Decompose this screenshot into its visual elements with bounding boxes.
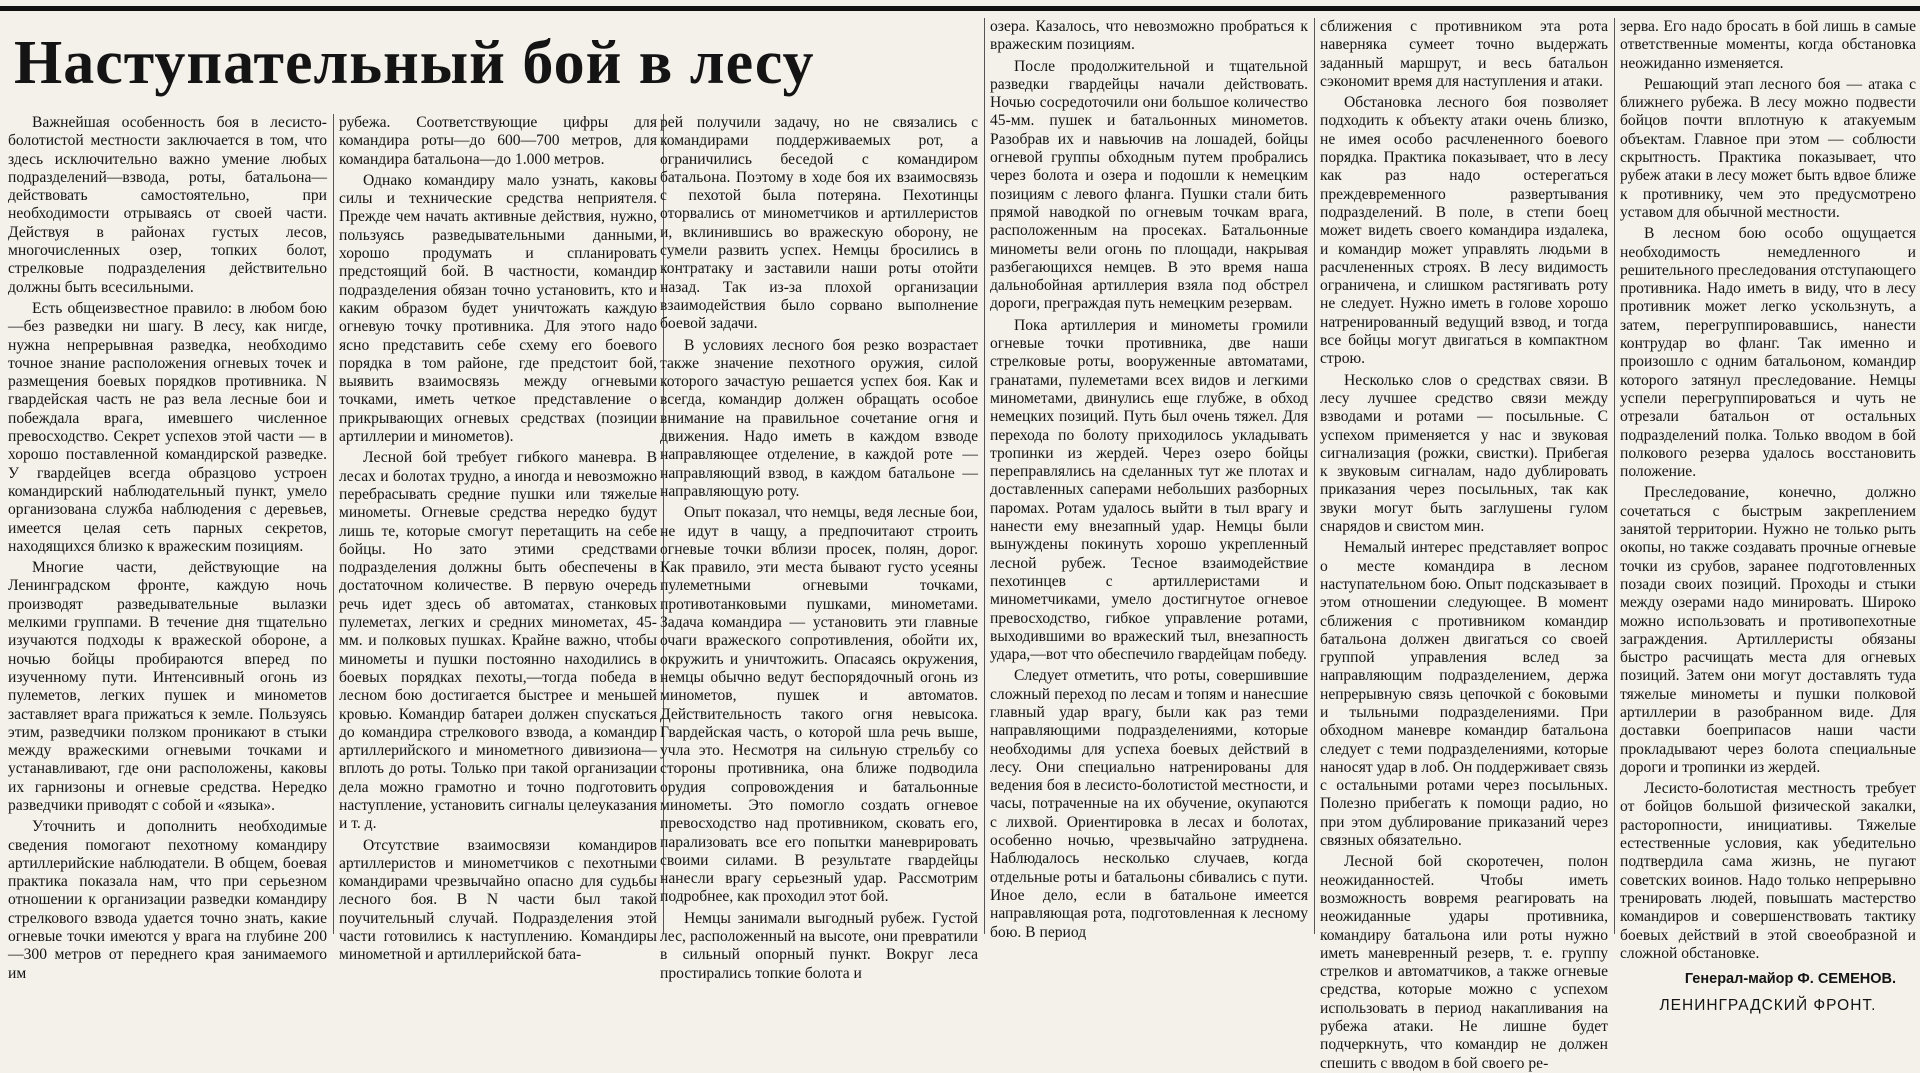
paragraph: зерва. Его надо бросать в бой лишь в самые ответственные моменты, когда обстановка неожиданно изменяется.	[1620, 18, 1916, 72]
paragraph: Однако командиру мало узнать, каковы силы и технические средства неприятеля. Прежде чем начать активные действия, нужно, пользуясь разведывательными данными, хорошо продумать и спланировать предстоящий бой. В частности, командир подразделения обязан точно установить, кто и каким образом будет уничтожать каждую огневую точку противника. Для этого надо ясно представить себе схему его боевого порядка в том районе, где предстоит бой, выявить взаимосвязь между огневыми точками, иметь четкое представление о прикрывающих огневых средствах (позиции артиллерии и минометов).	[339, 171, 657, 446]
paragraph: В лесном бою особо ощущается необходимость немедленного и решительного преследования отступающего противника. Надо иметь в виду, что в лесу противник может легко ускользнуть, а затем, перегруппировавшись, нанести контрудар во фланг. Так именно и произошло с одним батальоном, командир которого затянул преследование. Немцы успели перегруппироваться и чуть не отрезали батальон от остальных подразделений полка. Только вводом в бой полкового резерва удалось восстановить положение.	[1620, 225, 1916, 481]
column-divider	[1614, 18, 1615, 934]
article-column-4	[990, 18, 1308, 941]
paragraph: Лесной бой скоротечен, полон неожиданностей. Чтобы иметь возможность вовремя реагировать на неожиданные удары противника, командиру батальона или роты нужно иметь маневренный резерв, т. е. группу стрелков и автоматчиков, а также огневые средства, которые можно с успехом использовать в период накапливания на рубежа атаки. Не лишне будет подчеркнуть, что командир не должен спешить с вводом в бой своего ре-	[1320, 853, 1608, 1072]
paragraph: Преследование, конечно, должно сочетаться с быстрым закреплением занятой территории. Нужно не только рыть окопы, но также создавать прочные огневые точки из срубов, заранее подготовленных позади своих позиций. Проходы и стыки между озерами надо минировать. Широко можно использовать и противопехотные заграждения. Артиллеристы обязаны быстро расчищать места для огневых позиций. Затем они могут доставлять туда тяжелые минометы и пушки полковой артиллерии в разобранном виде. Для доставки боеприпасов наши части прокладывают через болота специальные дороги и тропинки из жердей.	[1620, 484, 1916, 776]
article-column-2	[339, 114, 657, 964]
paragraph: Решающий этап лесного боя — атака с ближнего рубежа. В лесу можно подвести бойцов почти вплотную к атакуемым объектам. Главное при этом — соблюсти скрытность. Практика показывает, что рубеж атаки в лесу может быть вдвое ближе к противнику, чем это предусмотрено уставом для обычной местности.	[1620, 75, 1916, 221]
paragraph: рей получили задачу, но не связались с командирами поддерживаемых рот, а ограничились беседой с командиром батальона. Поэтому в ходе боя их взаимосвязь с пехотой была потеряна. Пехотинцы оторвались от минометчиков и артиллеристов и, вклинившись во вражескую оборону, не сумели развить успех. Немцы бросились в контратаку и заставили наши роты отойти назад. Так из-за плохой организации взаимодействия было сорвано выполнение боевой задачи.	[660, 114, 978, 333]
paragraph: Лесисто-болотистая местность требует от бойцов большой физической закалки, расторопности, инициативы. Тяжелые естественные условия, как убедительно подтвердила сама жизнь, не пугают советских воинов. Надо только непрерывно тренировать людей, повышать мастерство командиров и совершенствовать тактику боевых действий в этой своеобразной и сложной обстановке.	[1620, 780, 1916, 962]
paragraph: Лесной бой требует гибкого маневра. В лесах и болотах трудно, а иногда и невозможно перебрасывать средние пушки или тяжелые минометы. Огневые средства нередко будут лишь те, которые смогут перетащить на себе бойцы. Но зато этими средствами подразделения должны быть обеспечены в достаточном количестве. В первую очередь речь идет здесь об автоматах, станковых пулеметах, легких и средних минометах, 45-мм. и полковых пушках. Крайне важно, чтобы минометы и пушки постоянно находились в боевых порядках пехоты,—тогда победа в лесном бою достигается быстрее и меньшей кровью. Командир батареи должен спускаться до командира стрелкового взвода, а командир артиллерийского и минометного дивизиона—вплоть до роты. Только при такой организации дела можно грамотно и точно подготовить наступление, установить сигналы целеуказания и т. д.	[339, 449, 657, 833]
paragraph: Многие части, действующие на Ленинградском фронте, каждую ночь производят разведывательные вылазки мелкими группами. В течение дня тщательно изучаются подходы к вражеской обороне, а ночью бойцы пробираются вперед по изученному пути. Интенсивный огонь из пулеметов, легких пушек и минометов заставляет врага прижаться к земле. Пользуясь этим, разведчики ползком проникают в стыки между вражескими огневыми точками и устанавливают, где они расположены, каковы их гарнизоны и огневые средства. Нередко разведчики приводят с собой и «языка».	[8, 559, 327, 814]
paragraph: Пока артиллерия и минометы громили огневые точки противника, две наши стрелковые роты, вооруженные автоматами, гранатами, пулеметами всех видов и легкими минометами, двинулись еще глубже, в обход немецких позиций. Путь был очень тяжел. Для перехода по болоту приходилось укладывать тропинки из жердей. Через озеро бойцы переправлялись на сделанных тут же плотах и доставленных саперами небольших разборных паромах. Ротам удалось выйти в тыл врагу и нанести ему внезапный удар. Немцы были вынуждены покинуть хорошо укрепленный лесной рубеж. Тесное взаимодействие пехотинцев с артиллеристами и минометчиками, умело достигнутое огневое превосходство, гибкое управление ротами, выходившими во вражеский тыл, внезапность удара,—вот что обеспечило гвардейцам победу.	[990, 316, 1308, 664]
paragraph: Отсутствие взаимосвязи командиров артиллеристов и минометчиков с пехотными командирами чрезвычайно опасно для судьбы лесного боя. В N части был такой поучительный случай. Подразделения этой части готовились к наступлению. Командиры минометной и артиллерийской бата-	[339, 836, 657, 964]
front-name: ЛЕНИНГРАДСКИЙ ФРОНТ.	[1659, 997, 1877, 1015]
paragraph: Обстановка лесного боя позволяет подходить к объекту атаки очень близко, не имея особо расчлененного боевого порядка. Практика показывает, что в лесу как раз надо остерегаться преждевременного развертывания подразделений. В поле, в степи боец может видеть своего командира издалека, и командир может управлять людьми в расчлененных строях. В лесу видимость ограничена, и слишком растягивать роту не следует. Нужно иметь в голове хорошо натренированный ведущий взвод, и тогда все бойцы могут двигаться в компактном строю.	[1320, 94, 1608, 368]
paragraph: Несколько слов о средствах связи. В лесу лучшее средство связи между взводами и ротами — посыльные. С успехом применяется у нас и звуковая сигнализация (рожки, свистки). Прибегая к звуковым сигналам, надо дублировать приказания через посыльных, так как звуки могут быть заглушены гулом снарядов и свистом мин.	[1320, 371, 1608, 536]
paragraph: Уточнить и дополнить необходимые сведения помогают пехотному командиру артиллерийские наблюдатели. В общем, боевая практика показала нам, что при серьезном отношении к организации разведки командиру стрелкового взвода удается точно знать, какие огневые точки имеются у врага на глубине 200—300 метров от переднего края занимаемого им	[8, 818, 327, 982]
article-column-6	[1620, 18, 1916, 1015]
article-column-1	[8, 114, 327, 982]
paragraph: рубежа. Соответствующие цифры для командира роты—до 600—700 метров, для командира батальона—до 1.000 метров.	[339, 114, 657, 168]
paragraph: Опыт показал, что немцы, ведя лесные бои, не идут в чащу, а предпочитают строить огневые точки вблизи просек, полян, дорог. Как правило, эти места бывают густо усеяны пулеметными огневыми точками, противотанковыми пушками, минометами. Задача командира — установить эти главные очаги вражеского сопротивления, обойти их, окружить и уничтожить. Опасаясь окружения, немцы обычно ведут беспорядочный огонь из минометов, пушек и автоматов. Действительность такого огня невысока. Гвардейская часть, о которой шла речь выше, учла это. Несмотря на сильную стрельбу со стороны противника, она ближе подводила орудия сопровождения и батальонные минометы. Это помогло создать огневое превосходство над противником, сковать его, парализовать все его попытки маневрировать своими силами. В результате гвардейцы нанесли врагу серьезный удар. Рассмотрим подробнее, как проходил этот бой.	[660, 504, 978, 906]
author-signature: Генерал-майор Ф. СЕМЕНОВ.	[1684, 971, 1896, 988]
paragraph: сближения с противником эта рота наверняка сумеет точно выдержать заданный маршрут, и весь батальон сэкономит время для наступления и атаки.	[1320, 18, 1608, 90]
paragraph: В условиях лесного боя резко возрастает также значение пехотного оружия, силой которого зачастую решается успех боя. Как и всегда, командир должен обращать особое внимание на правильное сочетание огня и движения. Надо иметь в каждом взводе направляющее отделение, в каждой роте — направляющий взвод, в каждом батальоне — направляющую роту.	[660, 336, 978, 500]
paragraph: озера. Казалось, что невозможно пробраться к вражеским позициям.	[990, 18, 1308, 54]
paragraph: Важнейшая особенность боя в лесисто-болотистой местности заключается в том, что здесь исключительно важно умение любых подразделений—взвода, роты, батальона—действовать самостоятельно, при необходимости отрываясь от своей части. Действуя в районах густых лесов, многочисленных озер, топких болот, стрелковые подразделения действительно должны быть всесильными.	[8, 114, 327, 296]
paragraph: Следует отметить, что роты, совершившие сложный переход по лесам и топям и нанесшие главный удар врагу, были как раз теми направляющими подразделениями, которые необходимы для успеха боевых действий в лесу. Они специально натренированы для ведения боя в лесисто-болотистой местности, и часы, потраченные на их обучение, окупаются с лихвой. Ориентировка в лесах и болотах, особенно ночью, чрезвычайно затруднена. Наблюдалось несколько случаев, когда отдельные роты и батальоны сбивались с пути. Иное дело, если в батальоне имеется направляющая рота, подготовленная к лесному бою. В период	[990, 667, 1308, 941]
paragraph: Есть общеизвестное правило: в любом бою—без разведки ни шагу. В лесу, как нигде, нужна непрерывная разведка, необходимо точное знание расположения огневых точек и размещения боевых порядков противника. N гвардейская часть не раз вела лесные бои и побеждала врага, имевшего численное превосходство. Секрет успехов этой части — в хорошо поставленной командирской разведке. У гвардейцев всегда образцово устроен командирский наблюдательный пункт, умело организована служба наблюдения с деревьев, имеется целая сеть парных секретов, находящихся близко к вражеским позициям.	[8, 299, 327, 555]
column-divider	[333, 114, 334, 934]
headline: Наступательный бой в лесу	[14, 29, 815, 97]
paragraph: Немалый интерес представляет вопрос о месте командира в лесном наступательном бою. Опыт подсказывает в этом отношении следующее. В момент сближения с противником командир батальона должен двигаться со своей группой управления вслед за направляющим подразделением, держа непрерывную связь цепочкой с боковыми и тыльными подразделениями. При обходном маневре командир батальона следует с теми подразделениями, которые наносят удар в лоб. Он поддерживает связь с остальными ротами через посыльных. Полезно прибегать к помощи радио, но при этом дублирование приказаний через связных обязательно.	[1320, 539, 1608, 850]
top-rule	[0, 6, 1920, 11]
paragraph: Немцы занимали выгодный рубеж. Густой лес, расположенный на высоте, они превратили в сильный опорный пункт. Вокруг леса простирались топкие болота и	[660, 909, 978, 982]
column-divider	[1314, 18, 1315, 934]
article-column-3	[660, 114, 978, 982]
column-divider	[984, 18, 985, 934]
article-column-5	[1320, 18, 1608, 1072]
paragraph: После продолжительной и тщательной разведки гвардейцы начали действовать. Ночью сосредоточили они большое количество 45-мм. пушек и батальонных минометов. Разобрав их и навьючив на лошадей, бойцы огневой группы обходным путем пробрались через болота и озера и подошли к немецким позициям с левого фланга. Пушки стали бить прямой наводкой по огневым точкам врага, расположенным на просеках. Батальонные минометы вели огонь по площади, накрывая разбегающихся немцев. В это время наша дальнобойная артиллерия взяла под обстрел дороги, преграждая путь немецким резервам.	[990, 57, 1308, 313]
